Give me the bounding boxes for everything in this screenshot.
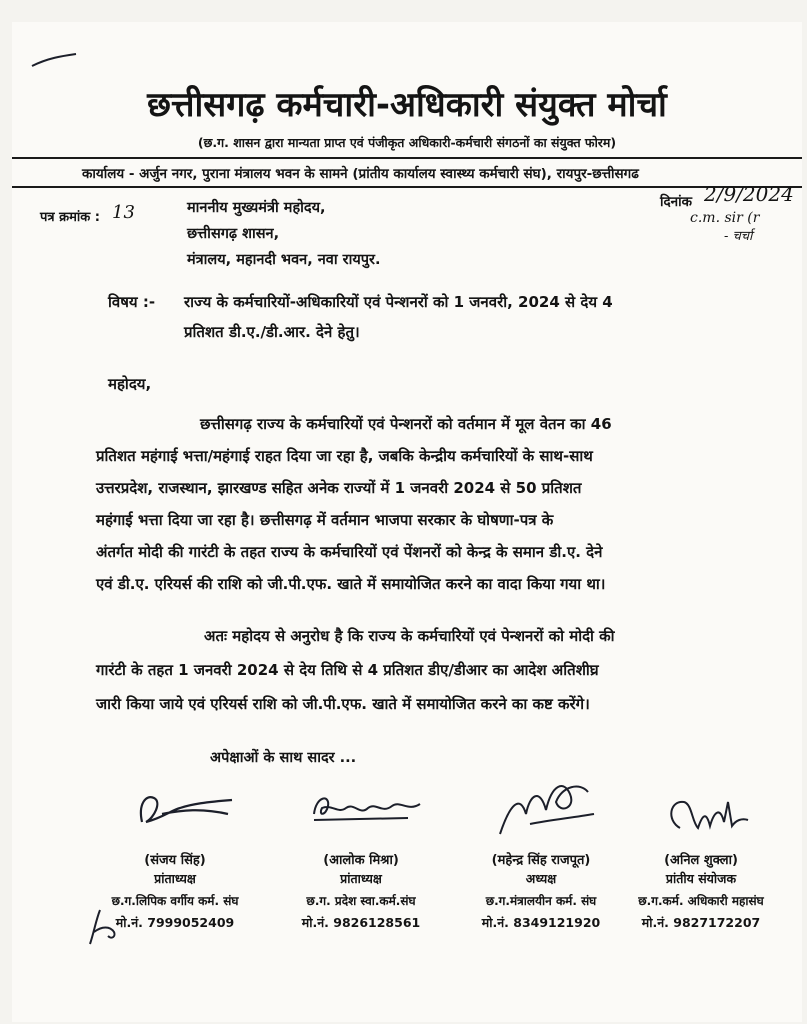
recipient-line: मंत्रालय, महानदी भवन, नवा रायपुर. — [187, 252, 381, 268]
signatory-mobile: मो.नं. 9826128561 — [301, 915, 421, 930]
signatory-role: अध्यक्ष — [525, 871, 557, 886]
date-label: दिनांक — [660, 194, 693, 210]
salutation: महोदय, — [108, 375, 152, 393]
signature-1 — [132, 784, 242, 834]
signatory-mobile: मो.नं. 8349121920 — [481, 915, 601, 930]
recipient-line: छत्तीसगढ़ शासन, — [187, 226, 280, 242]
signatory-name: (महेन्द्र सिंह राजपूत) — [491, 853, 591, 868]
letterhead-subtitle: (छ.ग. शासन द्वारा मान्यता प्राप्त एवं पंजीकृत अधिकारी-कर्मचारी संगठनों का संयुक्त फोरम) — [197, 135, 617, 150]
signatory-name: (आलोक मिश्रा) — [323, 853, 399, 868]
letter-number-label: पत्र क्रमांक : — [40, 210, 100, 225]
signatory-role: प्रांतीय संयोजक — [665, 871, 737, 886]
subject-line: प्रतिशत डी.ए./डी.आर. देने हेतु। — [184, 323, 360, 341]
recipient-line: माननीय मुख्यमंत्री महोदय, — [187, 200, 326, 216]
paragraph-line: छत्तीसगढ़ राज्य के कर्मचारियों एवं पेन्शनरों को वर्तमान में मूल वेतन का 46 — [200, 415, 612, 433]
signature-2 — [308, 790, 428, 830]
signature-4 — [662, 792, 752, 842]
signatory-name: (अनिल शुक्ला) — [664, 853, 738, 868]
signatory-mobile: मो.नं. 7999052409 — [115, 915, 235, 930]
signatory-mobile: मो.नं. 9827172207 — [641, 915, 761, 930]
letter-number-value: 13 — [112, 202, 135, 223]
handwritten-note: c.m. sir (r — [690, 210, 760, 226]
paragraph-line: गारंटी के तहत 1 जनवरी 2024 से देय तिथि से 4 प्रतिशत डीए/डीआर का आदेश अतिशीघ्र — [96, 661, 599, 679]
paragraph-line: प्रतिशत महंगाई भत्ता/महंगाई राहत दिया जा रहा है, जबकि केन्द्रीय कर्मचारियों के साथ-साथ — [96, 447, 593, 465]
paragraph-line: अतः महोदय से अनुरोध है कि राज्य के कर्मचारियों एवं पेन्शनरों को मोदी की — [204, 627, 615, 645]
signatory-org: छ.ग. प्रदेश स्वा.कर्म.संघ — [306, 894, 416, 908]
date-value: 2/9/2024 — [704, 182, 794, 206]
paragraph-line: अंतर्गत मोदी की गारंटी के तहत राज्य के कर्मचारियों एवं पेंशनरों को केन्द्र के समान डी.ए. देने — [96, 543, 603, 561]
signatory-role: प्रांताध्यक्ष — [154, 871, 196, 886]
header-rule-top — [12, 157, 802, 159]
letter-page — [12, 22, 802, 1022]
office-address: कार्यालय - अर्जुन नगर, पुराना मंत्रालय भवन के सामने (प्रांतीय कार्यालय स्वास्थ्य कर्मचारी संघ), रायपुर-छत्तीसगढ — [82, 166, 639, 182]
signatory-role: प्रांताध्यक्ष — [340, 871, 382, 886]
signatory-name: (संजय सिंह) — [144, 853, 206, 868]
paragraph-line: महंगाई भत्ता दिया जा रहा है। छत्तीसगढ़ में वर्तमान भाजपा सरकार के घोषणा-पत्र के — [96, 511, 554, 529]
signatory-org: छ.ग.कर्म. अधिकारी महासंघ — [638, 894, 764, 908]
signatory-org: छ.ग.मंत्रालयीन कर्म. संघ — [485, 894, 597, 908]
header-rule-bottom — [12, 186, 802, 188]
paragraph-line: उत्तरप्रदेश, राजस्थान, झारखण्ड सहित अनेक राज्यों में 1 जनवरी 2024 से 50 प्रतिशत — [96, 479, 582, 497]
signatory-org: छ.ग.लिपिक वर्गीय कर्म. संघ — [111, 894, 239, 908]
paragraph-line: जारी किया जाये एवं एरियर्स राशि को जी.पी.एफ. खाते में समायोजित करने का कष्ट करेंगे। — [96, 695, 590, 713]
paragraph-line: एवं डी.ए. एरियर्स की राशि को जी.पी.एफ. खाते में समायोजित करने का वादा किया गया था। — [96, 575, 606, 593]
handwritten-note-2: - चर्चा — [724, 229, 753, 244]
closing-line: अपेक्षाओं के साथ सादर ... — [210, 750, 357, 766]
subject-line: राज्य के कर्मचारियों-अधिकारियों एवं पेन्शनरों को 1 जनवरी, 2024 से देय 4 — [184, 293, 613, 311]
pen-mark-top-left — [30, 52, 80, 72]
signature-3 — [490, 774, 600, 844]
subject-label: विषय :- — [108, 293, 156, 311]
letterhead-title: छत्तीसगढ़ कर्मचारी-अधिकारी संयुक्त मोर्चा — [147, 85, 667, 125]
pen-mark-bottom-left — [82, 902, 122, 952]
